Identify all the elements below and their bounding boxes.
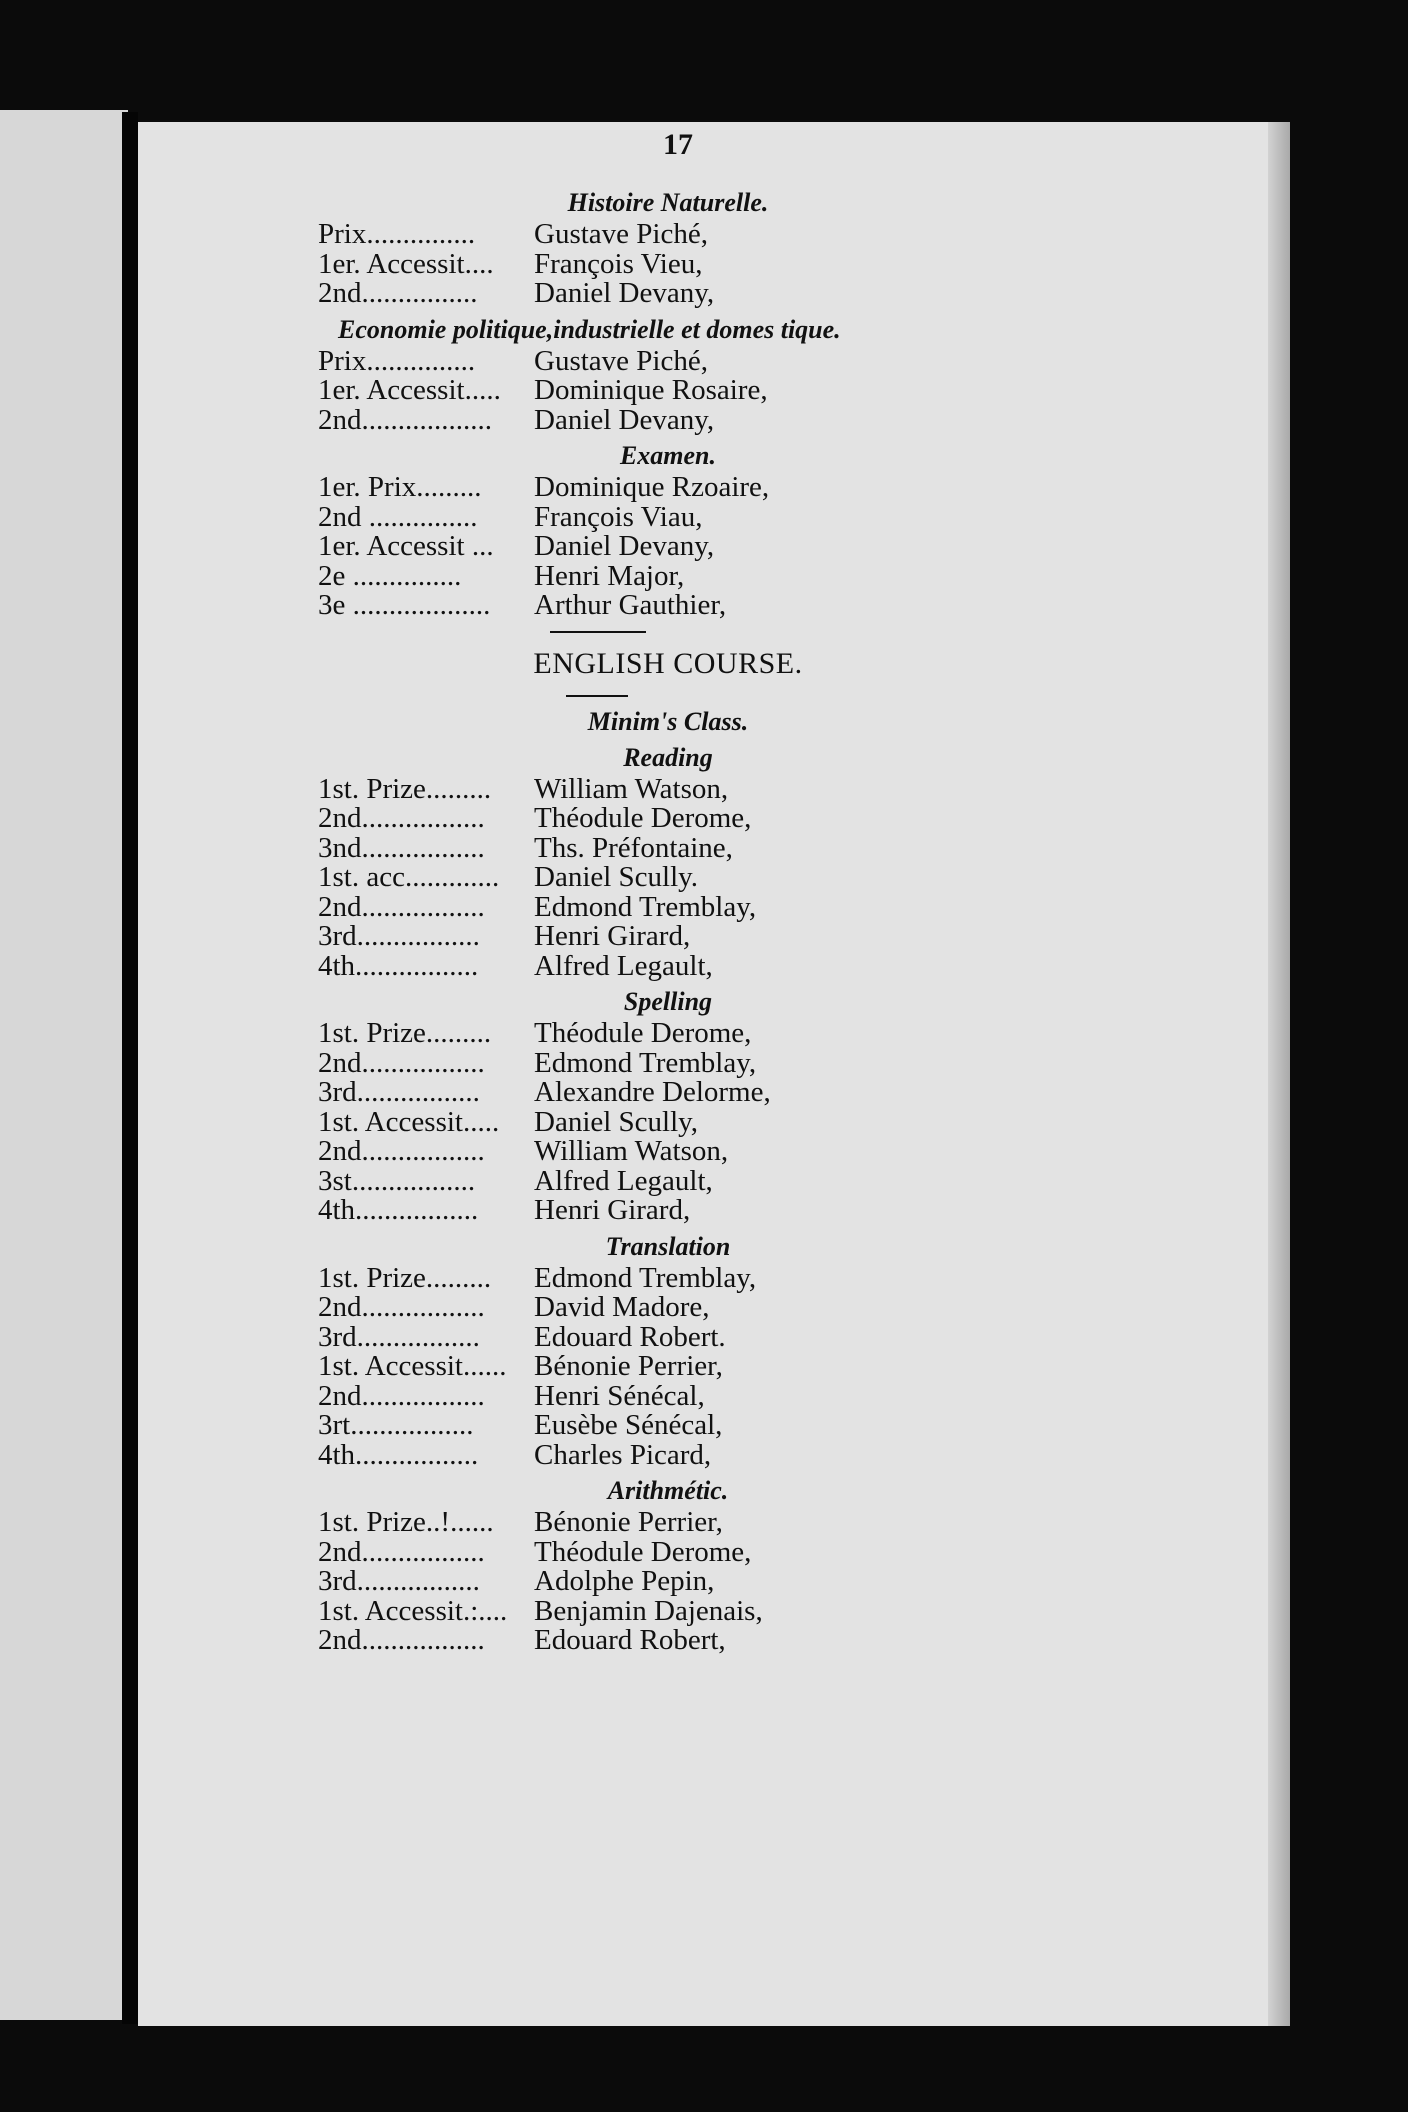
course-title: ENGLISH COURSE. [533,646,803,680]
prize-rank: 1er. Accessit.... [318,247,494,280]
prize-rank: 1st. Prize......... [318,1017,492,1049]
facing-page-edge [0,110,128,2020]
prize-rank: 3st................. [318,1164,476,1197]
prize-row [318,591,978,621]
section-heading: Histoire Naturelle. [567,188,769,217]
student-name: Daniel Devany, [534,277,715,309]
prize-rank: 1st. Prize......... [318,1261,492,1294]
prize-rank: 1st. Accessit...... [318,1350,507,1382]
prize-rank: 4th................. [318,1438,479,1471]
student-name: Dominique Rzoaire, [534,471,770,503]
prize-rank: 2nd................. [318,1291,485,1323]
student-name: Daniel Devany, [534,403,715,436]
student-name: Edmond Tremblay, [534,1046,757,1079]
student-name: Daniel Scully, [534,1105,699,1138]
section-heading: Translation [605,1231,731,1261]
prize-row [318,890,978,923]
prize-rank: 2nd................. [318,802,485,834]
prize-rank: 3rd................. [318,920,480,952]
prize-rank: Prix............... [318,218,476,250]
prize-rank: 3rt................. [318,1409,474,1441]
prize-rank: 1er. Accessit..... [318,374,501,406]
prize-rank: 1st. Prize......... [318,772,492,805]
prize-rank: 2e ............... [318,559,462,592]
prize-row [318,949,978,982]
prize-section [318,743,978,982]
prize-row [318,403,978,436]
prize-rank: 2nd................. [318,1535,485,1568]
english-prize-sections [318,743,978,1656]
divider-rule [566,695,628,697]
prize-row [318,1164,978,1197]
prize-row [318,1105,978,1138]
prize-row [318,804,978,834]
student-name: Gustave Piché, [534,344,708,377]
student-name: Théodule Derome, [534,1017,752,1049]
prize-row [318,220,978,250]
section-heading: Economie politique,industrielle et domes tique. [338,314,841,344]
student-name: Charles Picard, [534,1438,712,1471]
prize-row [318,376,978,406]
student-name: Edmond Tremblay, [534,890,757,923]
prize-rank: 2nd................. [318,1624,485,1656]
prize-row [318,1411,978,1441]
prize-section [318,441,978,621]
student-name: David Madore, [534,1291,710,1323]
student-name: Edouard Robert. [534,1320,726,1353]
student-name: Henri Major, [534,559,685,592]
prize-row [318,1046,978,1079]
prize-rank: 3rd................. [318,1565,480,1597]
prize-row [318,863,978,893]
prize-rank: 2nd.................. [318,403,492,436]
prize-row [318,344,978,377]
prize-rank: Prix............... [318,344,476,377]
student-name: Dominique Rosaire, [534,374,768,406]
prize-row [318,532,978,562]
class-title: Minim's Class. [587,706,749,736]
prize-row [318,279,978,309]
student-name: Henri Sénécal, [534,1379,705,1412]
page-number: 17 [663,128,693,161]
prize-row [318,1137,978,1167]
prize-row [318,1019,978,1049]
student-name: Alexandre Delorme, [534,1076,771,1108]
prize-row [318,1196,978,1226]
student-name: William Watson, [534,1135,729,1167]
student-name: Théodule Derome, [534,1535,752,1568]
prize-row [318,1320,978,1353]
prize-section [318,987,978,1226]
student-name: Alfred Legault, [534,949,713,982]
prize-rank: 2nd................. [318,1046,485,1079]
student-name: Alfred Legault, [534,1164,713,1197]
french-prize-sections [318,188,978,621]
prize-row [318,1352,978,1382]
prize-rank: 2nd................. [318,890,485,923]
section-heading: Spelling [623,987,713,1016]
prize-row [318,1567,978,1597]
prize-section [318,188,978,309]
prize-rank: 1st. acc............. [318,861,500,893]
prize-section [318,1476,978,1656]
student-name: Edmond Tremblay, [534,1261,757,1294]
prize-rank: 1st. Accessit..... [318,1105,500,1138]
prize-rank: 3nd................. [318,831,485,864]
student-name: Ths. Préfontaine, [534,831,733,864]
book-spine [122,112,138,2024]
prize-row [318,1379,978,1412]
prize-rank: 3rd................. [318,1320,480,1353]
student-name: François Vieu, [534,247,703,280]
prize-rank: 2nd................ [318,277,478,309]
prize-row [318,1261,978,1294]
section-heading: Examen. [619,441,717,470]
student-name: Edouard Robert, [534,1624,726,1656]
prize-row [318,1535,978,1568]
prize-row [318,1594,978,1627]
student-name: Adolphe Pepin, [534,1565,715,1597]
prize-row [318,1508,978,1538]
student-name: Arthur Gauthier, [534,589,727,621]
student-name: William Watson, [534,772,729,805]
prize-rank: 2nd................. [318,1135,485,1167]
page-content [318,128,978,1658]
prize-row [318,500,978,533]
prize-row [318,559,978,592]
prize-row [318,247,978,280]
prize-rank: 1er. Accessit ... [318,530,494,562]
divider-rule [550,631,646,633]
prize-row [318,1078,978,1108]
prize-rank: 2nd ............... [318,500,478,533]
student-name: Daniel Devany, [534,530,715,562]
prize-row [318,831,978,864]
prize-rank: 3rd................. [318,1076,480,1108]
prize-rank: 1st. Prize..!...... [318,1506,494,1538]
prize-rank: 3e ................... [318,589,491,621]
section-heading: Arithmétic. [607,1476,729,1505]
prize-row [318,473,978,503]
student-name: Henri Girard, [534,920,691,952]
student-name: Théodule Derome, [534,802,752,834]
prize-section [318,315,978,436]
student-name: Bénonie Perrier, [534,1350,723,1382]
student-name: François Viau, [534,500,703,533]
page-edge-shadow [1268,122,1290,2026]
student-name: Eusèbe Sénécal, [534,1409,723,1441]
student-name: Bénonie Perrier, [534,1506,723,1538]
prize-rank: 2nd................. [318,1379,485,1412]
prize-rank: 4th................. [318,1194,479,1226]
prize-row [318,1626,978,1656]
student-name: Daniel Scully. [534,861,699,893]
student-name: Henri Girard, [534,1194,691,1226]
student-name: Benjamin Dajenais, [534,1594,763,1627]
section-heading: Reading [623,742,713,772]
prize-row [318,772,978,805]
prize-row [318,1438,978,1471]
prize-section [318,1232,978,1471]
prize-row [318,922,978,952]
prize-rank: 1st. Accessit.:.... [318,1594,508,1627]
prize-row [318,1293,978,1323]
prize-rank: 1er. Prix......... [318,471,482,503]
student-name: Gustave Piché, [534,218,708,250]
prize-rank: 4th................. [318,949,479,982]
